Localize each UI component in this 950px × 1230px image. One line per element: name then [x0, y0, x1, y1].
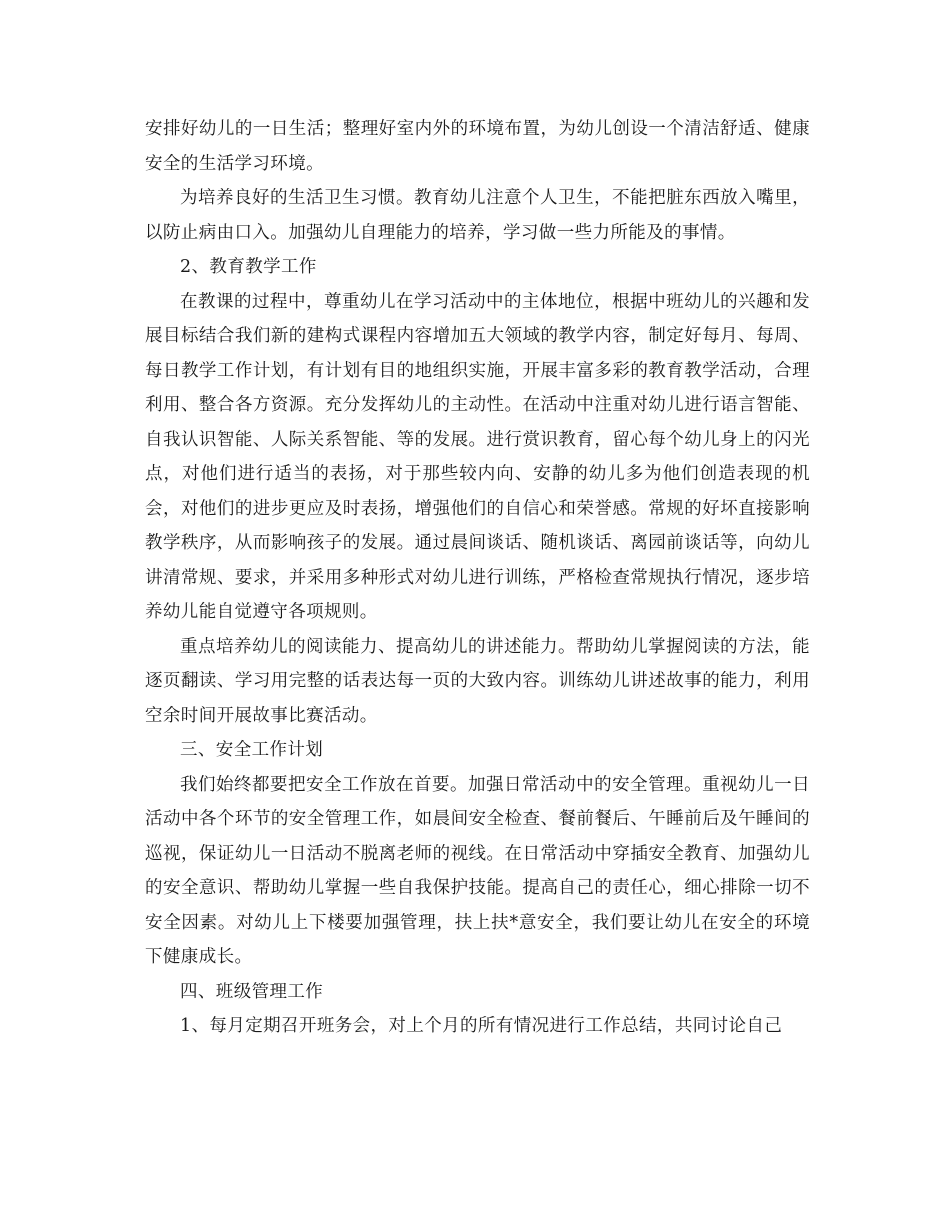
- paragraph-continuation: 安排好幼儿的一日生活；整理好室内外的环境布置，为幼儿创设一个清洁舒适、健康安全的生活学习环境。: [145, 119, 810, 174]
- section-heading-safety: 三、安全工作计划: [180, 740, 324, 760]
- paragraph-safety-work: 我们始终都要把安全工作放在首要。加强日常活动中的安全管理。重视幼儿一日活动中各个环节的安全管理工作，如晨间安全检查、餐前餐后、午睡前后及午睡间的巡视，保证幼儿一日活动不脱离老师的视线。在日常活动中穿插安全教育、加强幼儿的安全意识、帮助幼儿掌握一些自我保护技能。提高自己的责任心，细心排除一切不安全因素。对幼儿上下楼要加强管理，扶上扶*意安全，我们要让幼儿在安全的环境下健康成长。: [145, 774, 810, 967]
- paragraph-hygiene-habits: 为培养良好的生活卫生习惯。教育幼儿注意个人卫生，不能把脏东西放入嘴里，以防止病由口入。加强幼儿自理能力的培养，学习做一些力所能及的事情。: [145, 188, 810, 243]
- paragraph-reading-ability: 重点培养幼儿的阅读能力、提高幼儿的讲述能力。帮助幼儿掌握阅读的方法，能逐页翻读、学习用完整的话表达每一页的大致内容。训练幼儿讲述故事的能力，利用空余时间开展故事比赛活动。: [145, 636, 810, 726]
- document-body: [145, 112, 810, 1044]
- paragraph-teaching-process: 在教课的过程中，尊重幼儿在学习活动中的主体地位，根据中班幼儿的兴趣和发展目标结合我们新的建构式课程内容增加五大领域的教学内容，制定好每月、每周、每日教学工作计划，有计划有目的地组织实施，开展丰富多彩的教育教学活动，合理利用、整合各方资源。充分发挥幼儿的主动性。在活动中注重对幼儿进行语言智能、自我认识智能、人际关系智能、等的发展。进行赏识教育，留心每个幼儿身上的闪光点，对他们进行适当的表扬，对于那些较内向、安静的幼儿多为他们创造表现的机会，对他们的进步更应及时表扬，增强他们的自信心和荣誉感。常规的好坏直接影响教学秩序，从而影响孩子的发展。通过晨间谈话、随机谈话、离园前谈话等，向幼儿讲清常规、要求，并采用多种形式对幼儿进行训练，严格检查常规执行情况，逐步培养幼儿能自觉遵守各项规则。: [145, 291, 810, 622]
- section-heading-class-management: 四、班级管理工作: [180, 981, 324, 1002]
- section-heading-teaching: 2、教育教学工作: [180, 257, 317, 277]
- paragraph-monthly-meeting: 1、每月定期召开班务会，对上个月的所有情况进行工作总结，共同讨论自己: [180, 1016, 783, 1036]
